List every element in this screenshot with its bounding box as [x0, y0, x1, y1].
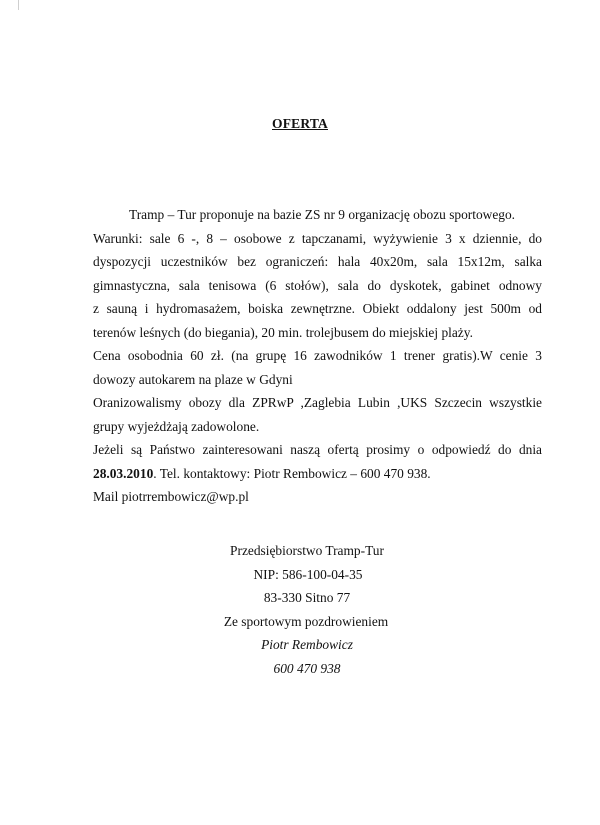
conditions-line-2: dyspozycji uczestników bez ograniczeń: hala 40x20m, sala 15x12m, salka [93, 254, 542, 269]
intro-line: Tramp – Tur proponuje na bazie ZS nr 9 organizację obozu sportowego. [129, 207, 516, 222]
greeting: Ze sportowym pozdrowieniem [223, 613, 389, 629]
document-title: OFERTA [272, 116, 328, 131]
contact-line-2 [93, 462, 542, 486]
contact-phone-text: . Tel. kontaktowy: Piotr Rembowicz – 600 470 938. [153, 465, 431, 481]
company-address: 83-330 Sitno 77 [263, 590, 351, 605]
signatory-name: Piotr Rembowicz [261, 637, 353, 652]
company-nip: NIP: 586-100-04-35 [253, 566, 363, 582]
offer-body [93, 203, 542, 509]
deadline-date: 28.03.2010 [93, 465, 154, 481]
mail-line: Mail piotrrembowicz@wp.pl [93, 489, 249, 504]
signatory-phone: 600 470 938 [273, 660, 341, 676]
contact-line-1: Jeżeli są Państwo zainteresowani naszą ofertą prosimy o odpowiedź do dnia [93, 442, 542, 457]
company-name: Przedsiębiorstwo Tramp-Tur [230, 543, 384, 558]
signature-block [0, 539, 600, 680]
scan-artifact [18, 0, 19, 10]
conditions-line-3: gimnastyczna, sala tenisowa (6 stołów), sala do dyskotek, gabinet odnowy [93, 277, 542, 293]
price-line-1: Cena osobodnia 60 zł. (na grupę 16 zawodników 1 trener gratis).W cenie 3 [93, 348, 542, 363]
references-line-1: Oranizowalismy obozy dla ZPRwP ,Zaglebia Lubin ,UKS Szczecin wszystkie [93, 395, 542, 410]
references-line-2: grupy wyjeżdżają zadowolone. [93, 418, 260, 434]
conditions-line-4: z sauną i hydromasażem, boiska zewnętrzne. Obiekt oddalony jest 500m od [93, 301, 542, 316]
conditions-line-1: Warunki: sale 6 -, 8 – osobowe z tapczanami, wyżywienie 3 x dziennie, do [93, 230, 542, 246]
price-line-2: dowozy autokarem na plaze w Gdyni [93, 371, 293, 387]
conditions-line-5: terenów leśnych (do biegania), 20 min. trolejbusem do miejskiej plaży. [93, 324, 473, 340]
